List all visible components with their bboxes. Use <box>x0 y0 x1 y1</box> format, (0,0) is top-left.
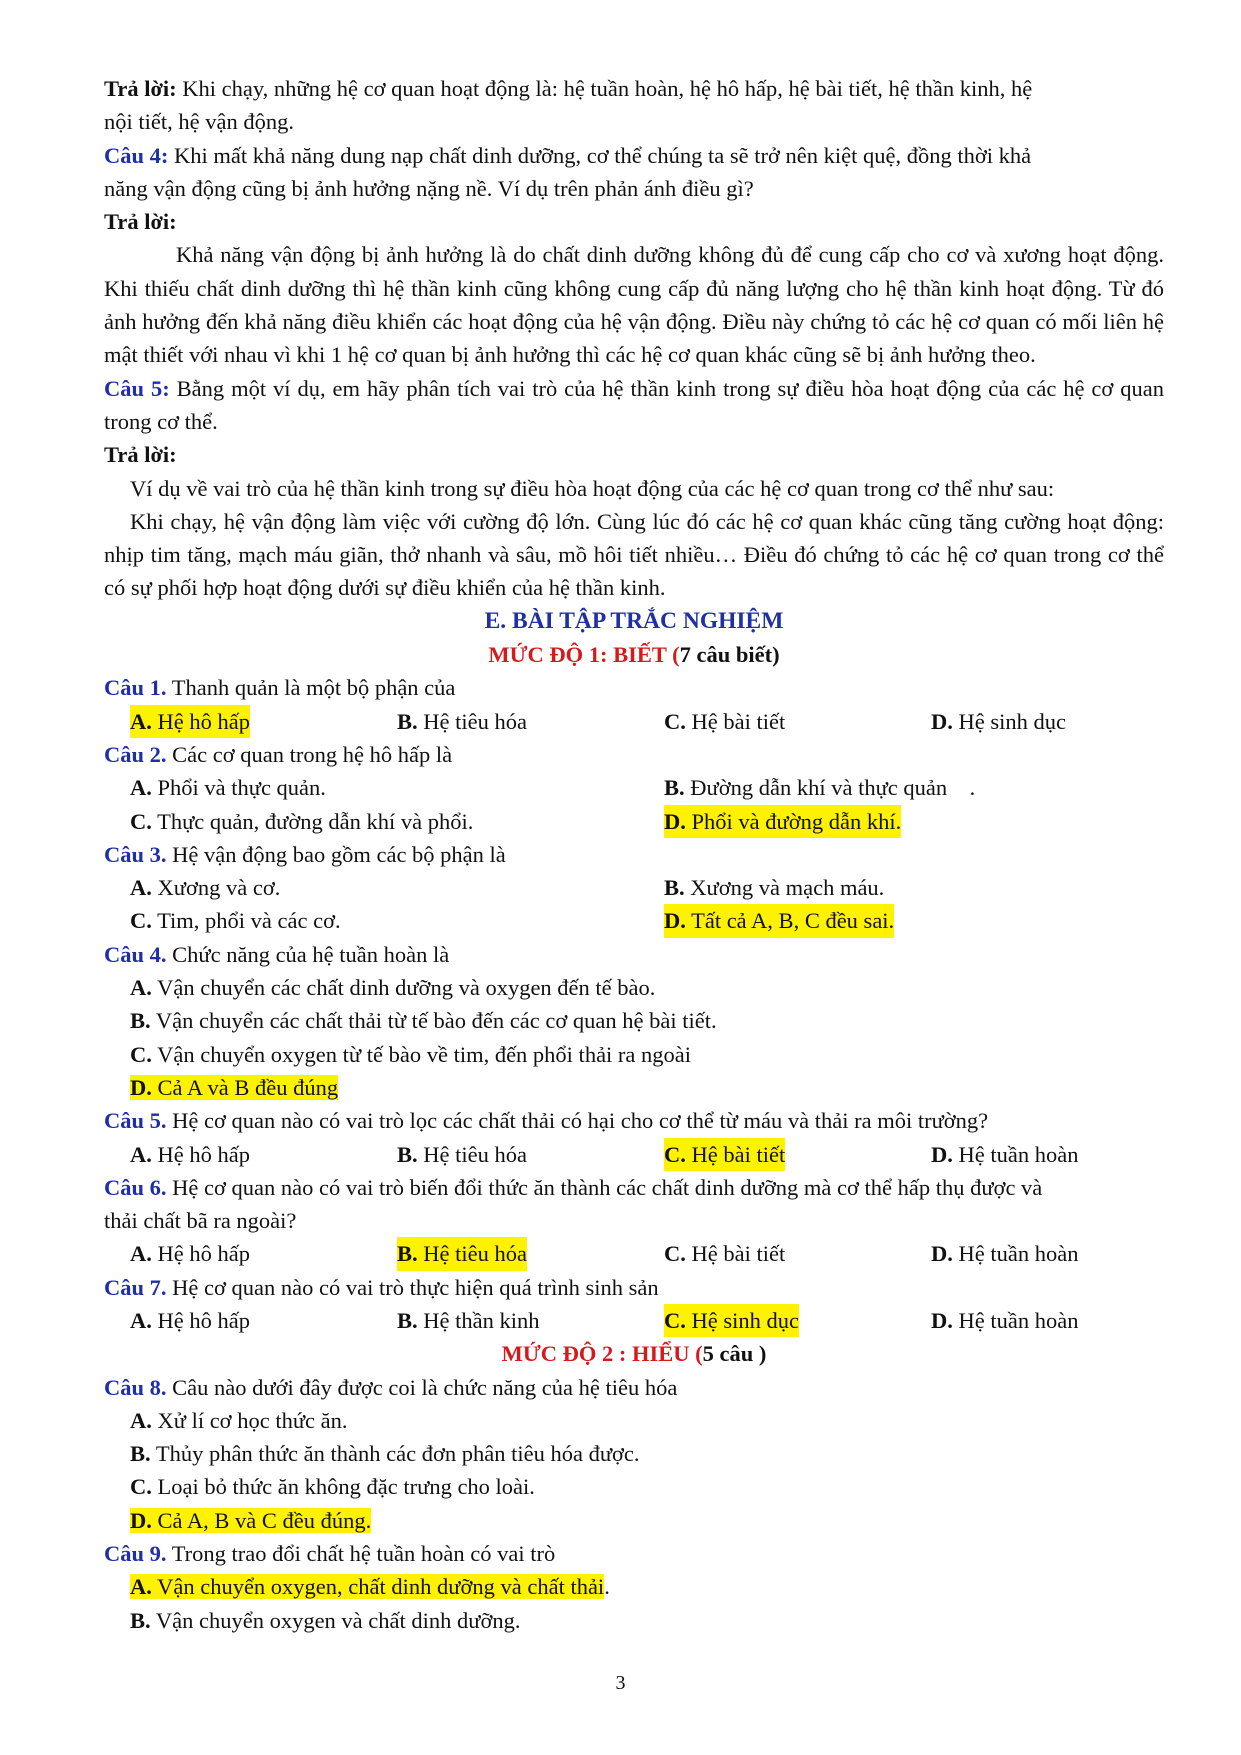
answer-5-paragraph: Khi chạy, hệ vận động làm việc với cường độ lớn. Cùng lúc đó các hệ cơ quan khác cũng tăng cường hoạt động: nhịp tim tăng, mạch máu giãn, thở nhanh và sâu, mồ hôi tiết nhiều… Điều đó chứng tỏ các hệ cơ quan trong cơ thể có sự phối hợp hoạt động dưới sự điều khiển của hệ thần kinh. <box>104 508 1164 601</box>
question-label: Câu 5: <box>104 375 170 401</box>
mcq-8 <box>104 1371 1164 1404</box>
mcq-8-option-d: D. Cả A, B và C đều đúng. <box>130 1507 372 1533</box>
mcq-2-options-row-1 <box>104 771 1164 804</box>
answer-4-paragraph: Khả năng vận động bị ảnh hưởng là do chất dinh dưỡng không đủ để cung cấp cho cơ và xương hoạt động. Khi thiếu chất dinh dưỡng thì hệ thần kinh cũng không cung cấp đủ năng lượng cho hệ thần kinh hoạt động. Từ đó ảnh hưởng đến khả năng điều khiển các hoạt động của hệ vận động. Điều này chứng tỏ các hệ cơ quan có mối liên hệ mật thiết với nhau vì khi 1 hệ cơ quan bị ảnh hưởng thì các hệ cơ quan khác cũng sẽ bị ảnh hưởng theo. <box>104 242 1164 368</box>
question-text: Hệ cơ quan nào có vai trò thực hiện quá trình sinh sản <box>166 1274 659 1300</box>
mcq-4-option-b: B. Vận chuyển các chất thải từ tế bào đến các cơ quan hệ bài tiết. <box>130 1008 717 1034</box>
option-b: B. Hệ thần kinh <box>397 1307 540 1333</box>
option-b: B. Hệ tiêu hóa <box>397 1237 527 1270</box>
answer-label: Trả lời: <box>104 76 177 101</box>
section-title: E. BÀI TẬP TRẮC NGHIỆM <box>484 607 784 634</box>
question-text: Các cơ quan trong hệ hô hấp là <box>166 741 453 767</box>
mcq-6-line-1 <box>104 1171 1164 1204</box>
question-label: Câu 5. <box>104 1108 167 1134</box>
mcq-1 <box>104 671 1164 704</box>
question-text: Bằng một ví dụ, em hãy phân tích vai trò của hệ thần kinh trong sự điều hòa hoạt động của các hệ cơ quan trong cơ thể. <box>104 375 1164 434</box>
mcq-8-option-a: A. Xử lí cơ học thức ăn. <box>130 1407 348 1433</box>
mcq-3-options-row-1 <box>104 871 1164 904</box>
option-d: D. Hệ tuần hoàn <box>931 1141 1079 1167</box>
question-label: Câu 7. <box>104 1274 167 1300</box>
answer-4-label: Trả lời: <box>104 209 177 235</box>
mcq-5-options <box>104 1138 1164 1171</box>
question-5 <box>104 372 1164 439</box>
question-4-line-1 <box>104 139 1164 172</box>
option-c: C. Hệ sinh dục <box>664 1304 799 1337</box>
question-label: Câu 8. <box>104 1374 167 1400</box>
option-d: D. Hệ tuần hoàn <box>931 1307 1079 1333</box>
answer-5-line: Ví dụ về vai trò của hệ thần kinh trong sự điều hòa hoạt động của các hệ cơ quan trong cơ thể như sau: <box>130 475 1055 501</box>
level-title: MỨC ĐỘ 2 : HIỂU ( <box>501 1341 703 1367</box>
question-text: Hệ cơ quan nào có vai trò lọc các chất thải có hại cho cơ thể từ máu và thải ra môi trường? <box>166 1108 989 1134</box>
level-title: MỨC ĐỘ 1: BIẾT ( <box>488 642 680 668</box>
question-text: Câu nào dưới đây được coi là chức năng của hệ tiêu hóa <box>166 1374 678 1400</box>
option-a: A. Xương và cơ. <box>130 875 281 901</box>
option-c: C. Thực quản, đường dẫn khí và phổi. <box>130 808 474 834</box>
option-c: C. Hệ bài tiết <box>664 1241 786 1267</box>
option-c: C. Tim, phổi và các cơ. <box>130 908 341 934</box>
mcq-9 <box>104 1537 1164 1570</box>
question-text: Trong trao đổi chất hệ tuần hoàn có vai trò <box>166 1541 556 1567</box>
mcq-9-option-b: B. Vận chuyển oxygen và chất dinh dưỡng. <box>130 1607 521 1633</box>
mcq-6-options <box>104 1237 1164 1270</box>
answer-3-line-1 <box>104 72 1164 105</box>
option-d: D. Phổi và đường dẫn khí. <box>664 805 901 838</box>
level-count: 5 câu ) <box>702 1341 767 1367</box>
option-a: A. Hệ hô hấp <box>130 705 250 738</box>
option-b: B. Xương và mạch máu. <box>664 875 885 901</box>
page-number: 3 <box>615 1672 626 1694</box>
question-label: Câu 6. <box>104 1174 167 1200</box>
option-d: D. Tất cả A, B, C đều sai. <box>664 904 894 937</box>
mcq-4-option-c: C. Vận chuyển oxygen từ tế bào về tim, đến phổi thải ra ngoài <box>130 1041 692 1067</box>
mcq-7 <box>104 1271 1164 1304</box>
option-a: A. Hệ hô hấp <box>130 1141 250 1167</box>
question-label: Câu 4. <box>104 941 167 967</box>
mcq-4-option-a: A. Vận chuyển các chất dinh dưỡng và oxygen đến tế bào. <box>130 975 656 1001</box>
option-b: B. Đường dẫn khí và thực quản . <box>664 775 976 801</box>
question-text: Thanh quản là một bộ phận của <box>166 675 456 701</box>
option-b: B. Hệ tiêu hóa <box>397 708 527 734</box>
mcq-9-option-a: A. Vận chuyển oxygen, chất dinh dưỡng và chất thải. <box>130 1574 610 1600</box>
question-label: Câu 2. <box>104 741 167 767</box>
option-d: D. Hệ tuần hoàn <box>931 1241 1079 1267</box>
page-content <box>104 72 1164 1637</box>
mcq-3-options-row-2 <box>104 904 1164 937</box>
mcq-7-options <box>104 1304 1164 1337</box>
mcq-4-option-d: D. Cả A và B đều đúng <box>130 1074 339 1100</box>
option-a: A. Phổi và thực quản. <box>130 775 326 801</box>
option-c: C. Hệ bài tiết <box>664 1138 785 1171</box>
question-4-line-2 <box>104 172 1164 205</box>
question-text: Hệ cơ quan nào có vai trò biến đổi thức ăn thành các chất dinh dưỡng mà cơ thể hấp thụ được và <box>166 1174 1043 1200</box>
question-label: Câu 4: <box>104 142 169 168</box>
mcq-1-options <box>104 705 1164 738</box>
mcq-3 <box>104 838 1164 871</box>
option-c: C. Hệ bài tiết <box>664 708 786 734</box>
option-a: A. Hệ hô hấp <box>130 1241 250 1267</box>
question-label: Câu 3. <box>104 841 167 867</box>
mcq-5 <box>104 1104 1164 1137</box>
question-label: Câu 1. <box>104 675 167 701</box>
level-1-heading <box>104 638 1164 671</box>
mcq-6-line-2: thải chất bã ra ngoài? <box>104 1208 297 1234</box>
question-text: Hệ vận động bao gồm các bộ phận là <box>166 841 506 867</box>
question-text: Chức năng của hệ tuần hoàn là <box>166 941 450 967</box>
answer-text: nội tiết, hệ vận động. <box>104 109 294 135</box>
option-b: B. Hệ tiêu hóa <box>397 1141 527 1167</box>
mcq-2 <box>104 738 1164 771</box>
answer-text: Khi chạy, những hệ cơ quan hoạt động là: hệ tuần hoàn, hệ hô hấp, hệ bài tiết, hệ thần kinh, hệ <box>176 76 1033 101</box>
mcq-8-option-c: C. Loại bỏ thức ăn không đặc trưng cho loài. <box>130 1474 535 1500</box>
answer-3-line-2 <box>104 105 1164 138</box>
mcq-4 <box>104 938 1164 971</box>
option-d: D. Hệ sinh dục <box>931 708 1066 734</box>
mcq-2-options-row-2 <box>104 805 1164 838</box>
question-text: Khi mất khả năng dung nạp chất dinh dưỡng, cơ thể chúng ta sẽ trở nên kiệt quệ, đồng thời khả <box>168 142 1032 168</box>
answer-5-label: Trả lời: <box>104 442 177 468</box>
option-a: A. Hệ hô hấp <box>130 1307 250 1333</box>
mcq-8-option-b: B. Thủy phân thức ăn thành các đơn phân tiêu hóa được. <box>130 1441 640 1467</box>
level-count: 7 câu biết) <box>679 642 780 668</box>
level-2-heading <box>104 1337 1164 1370</box>
question-label: Câu 9. <box>104 1541 167 1567</box>
question-text: năng vận động cũng bị ảnh hưởng nặng nề. Ví dụ trên phản ánh điều gì? <box>104 175 754 201</box>
